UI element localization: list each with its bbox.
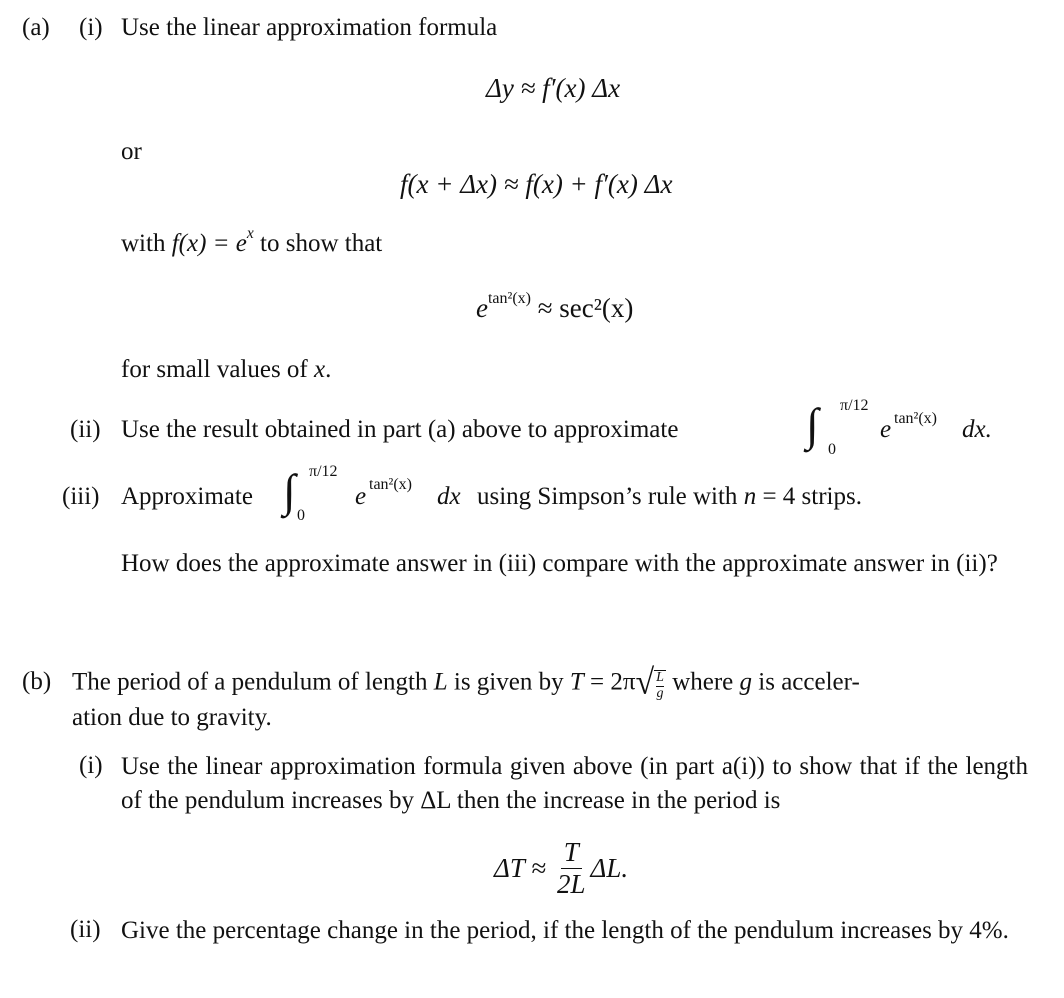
part-a-ii-text: Use the result obtained in part (a) above to approximate	[121, 416, 679, 443]
integral-iii-lower: 0	[297, 507, 305, 524]
part-b-intro-post: is acceler-	[758, 668, 860, 696]
small-values-line	[121, 354, 331, 385]
integral-sign-ii: ∫	[806, 399, 819, 450]
frac-denominator: 2L	[556, 868, 586, 899]
part-b-intro-pre: The period of a pendulum of length	[72, 668, 428, 696]
part-b-intro-line2: ation due to gravity.	[72, 704, 272, 731]
with-prefix: with	[121, 230, 166, 257]
period-formula-mid: = 2π	[590, 668, 636, 696]
small-values-text: for small values of	[121, 356, 308, 383]
gravity-g: g	[739, 668, 753, 696]
exp-tan-exponent: tan²(x)	[487, 290, 531, 307]
simpson-n: n	[743, 483, 757, 510]
linear-approx-equation-2: f(x + Δx) ≈ f(x) + f′(x) Δx	[400, 169, 673, 199]
compare-question: How does the approximate answer in (iii) compare with the approximate answer in (ii)?	[121, 550, 998, 577]
part-b-intro-mid: is given by	[453, 668, 564, 696]
integrand-iii-exp: tan²(x)	[369, 476, 412, 493]
sec-squared-rhs: ≈ sec²(x)	[537, 293, 634, 323]
part-b-ii-text: Give the percentage change in the period, if the length of the pendulum increases by 4%.	[121, 917, 1009, 944]
sqrt-denominator: g	[656, 685, 664, 701]
part-a-iii-label: (iii)	[62, 483, 100, 510]
part-a-label: (a)	[22, 14, 50, 41]
with-function-line	[121, 224, 383, 259]
simpson-text-pre: using Simpson’s rule with	[477, 483, 738, 510]
small-values-end: .	[325, 356, 332, 383]
exp-tan-approximation	[476, 292, 633, 326]
integral-ii-lower: 0	[828, 441, 836, 458]
integral-iii	[283, 460, 943, 530]
or-text: or	[121, 138, 142, 165]
part-a-i-label: (i)	[79, 14, 103, 41]
part-a-iii-text: Approximate	[121, 483, 253, 510]
T-over-2L	[554, 838, 589, 900]
integral-ii	[806, 394, 1016, 464]
part-a-i-intro: Use the linear approximation formula	[121, 14, 498, 41]
part-b-L: L	[433, 668, 448, 696]
integral-iii-dx: dx	[437, 483, 461, 510]
integrand-iii-base: e	[355, 483, 367, 510]
part-b-i-text: Use the linear approximation formula given above (in part a(i)) to show that if the length of the pendulum increases by ΔL then the increase in the period is	[121, 753, 1028, 814]
integral-ii-dx: dx.	[962, 416, 992, 443]
delta-T-lhs: ΔT ≈	[494, 852, 546, 883]
function-exponent: x	[246, 224, 254, 242]
radical-icon: √	[635, 663, 655, 702]
part-b-intro	[72, 663, 860, 702]
linear-approx-equation-1: Δy ≈ f′(x) Δx	[486, 73, 621, 103]
part-b-label: (b)	[22, 668, 52, 695]
delta-L-rhs: ΔL.	[590, 852, 629, 883]
integral-ii-upper: π/12	[840, 397, 869, 414]
sqrt-numerator: L	[656, 670, 664, 685]
period-T: T	[569, 668, 584, 696]
integral-sign-iii: ∫	[283, 465, 296, 516]
integral-iii-upper: π/12	[309, 463, 338, 480]
integrand-ii-base: e	[880, 416, 892, 443]
where-text: where	[672, 668, 734, 696]
part-b-i-label: (i)	[79, 752, 103, 779]
small-values-var: x	[314, 356, 326, 383]
simpson-text	[477, 481, 862, 512]
with-suffix: to show that	[260, 230, 383, 257]
frac-numerator: T	[561, 838, 582, 869]
exp-base: e	[476, 293, 488, 323]
integrand-ii-exp: tan²(x)	[894, 410, 937, 427]
part-a-ii-label: (ii)	[70, 416, 101, 443]
simpson-text-post: = 4 strips.	[762, 483, 862, 510]
function-definition: f(x) = e	[171, 230, 247, 257]
delta-T-approximation	[494, 838, 628, 900]
part-b-ii-label: (ii)	[70, 916, 101, 943]
sqrt-L-over-g	[635, 663, 665, 702]
